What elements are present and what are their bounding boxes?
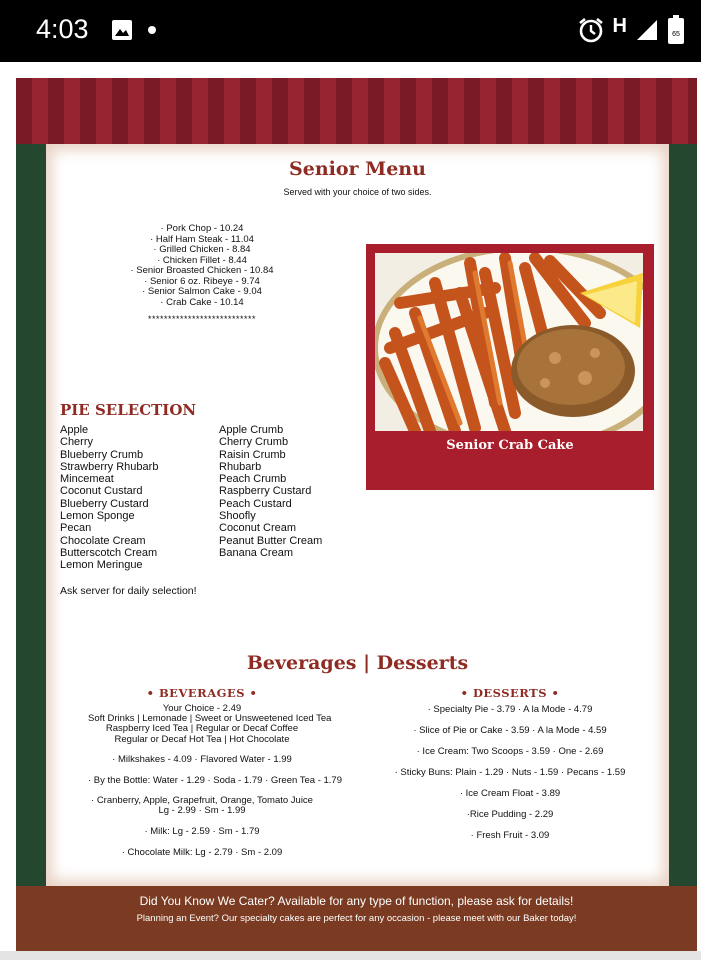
list-item: · Ice Cream Float - 3.89 bbox=[459, 788, 561, 799]
image-notification-icon bbox=[111, 19, 133, 41]
pie-selection-title: PIE SELECTION bbox=[60, 401, 197, 419]
list-item: Lg - 2.99 · Sm - 1.99 bbox=[158, 805, 246, 817]
list-item: · Specialty Pie - 3.79 · A la Mode - 4.79 bbox=[427, 704, 593, 715]
list-item: Chocolate Cream bbox=[60, 534, 146, 547]
footer-line-1: Did You Know We Cater? Available for any type of function, please ask for details! bbox=[139, 894, 574, 908]
bottom-edge bbox=[0, 951, 701, 960]
senior-menu-title: Senior Menu bbox=[289, 158, 426, 180]
list-item: Cherry Crumb bbox=[219, 436, 289, 449]
list-item: Pecan bbox=[60, 522, 92, 535]
list-item: · Fresh Fruit - 3.09 bbox=[470, 830, 550, 841]
list-item: · Milk: Lg - 2.59 · Sm - 1.79 bbox=[144, 826, 260, 838]
list-item: Raisin Crumb bbox=[219, 448, 286, 461]
list-item: Blueberry Custard bbox=[60, 497, 149, 510]
list-item: Peach Crumb bbox=[219, 473, 287, 486]
senior-menu-subtitle: Served with your choice of two sides. bbox=[283, 187, 432, 197]
awning-banner bbox=[16, 78, 697, 144]
right-green-border bbox=[669, 144, 697, 886]
list-item: Raspberry Custard bbox=[219, 485, 312, 498]
list-item: · Half Ham Steak - 11.04 bbox=[150, 233, 254, 245]
list-item: · Senior 6 oz. Ribeye - 9.74 bbox=[144, 275, 260, 287]
beverages-desserts-title: Beverages | Desserts bbox=[246, 652, 469, 674]
stars-divider: *************************** bbox=[147, 314, 257, 324]
list-item: Regular or Decaf Hot Tea | Hot Chocolate bbox=[114, 733, 290, 745]
list-item: Lemon Meringue bbox=[60, 559, 143, 572]
beverage-group bbox=[88, 796, 316, 816]
desserts-list bbox=[376, 704, 644, 841]
list-item: · Cranberry, Apple, Grapefruit, Orange, Tomato Juice bbox=[91, 794, 313, 806]
list-item: Banana Cream bbox=[219, 546, 293, 559]
list-item: · Grilled Chicken - 8.84 bbox=[153, 244, 251, 255]
status-time: 4:03 bbox=[36, 14, 89, 44]
pie-list-col1 bbox=[60, 424, 158, 572]
senior-menu-list bbox=[102, 224, 302, 308]
desserts-title: • DESSERTS • bbox=[460, 686, 560, 700]
beverages-title: • BEVERAGES • bbox=[146, 686, 258, 700]
photo-caption: Senior Crab Cake bbox=[446, 438, 574, 453]
pie-note: Ask server for daily selection! bbox=[60, 585, 197, 597]
pie-list-col2 bbox=[219, 424, 322, 559]
list-item: Lemon Sponge bbox=[60, 510, 135, 523]
footer-line-2: Planning an Event? Our specialty cakes are perfect for any occasion - please meet with our Baker today! bbox=[136, 913, 577, 924]
list-item: · Chicken Fillet - 8.44 bbox=[157, 254, 247, 266]
signal-icon bbox=[635, 18, 659, 42]
list-item: Strawberry Rhubarb bbox=[60, 460, 159, 473]
list-item: Peach Custard bbox=[219, 497, 292, 510]
battery-icon bbox=[667, 15, 685, 45]
list-item: Shoofly bbox=[219, 510, 256, 523]
list-item: Your Choice - 2.49 bbox=[162, 703, 242, 714]
list-item: · Senior Broasted Chicken - 10.84 bbox=[130, 265, 274, 276]
list-item: · Milkshakes - 4.09 · Flavored Water - 1.99 bbox=[112, 753, 292, 765]
list-item: Peanut Butter Cream bbox=[219, 534, 323, 547]
catering-footer bbox=[16, 886, 697, 954]
network-type-label: H bbox=[612, 14, 627, 37]
beverages-list bbox=[88, 703, 342, 859]
list-item: · By the Bottle: Water - 1.29 · Soda - 1.79 · Green Tea - 1.79 bbox=[88, 774, 342, 786]
status-bar bbox=[0, 0, 701, 62]
list-item: · Ice Cream: Two Scoops - 3.59 · One - 2.69 bbox=[416, 746, 604, 757]
list-item: · Slice of Pie or Cake - 3.59 · A la Mode - 4.59 bbox=[413, 725, 607, 736]
list-item: Rhubarb bbox=[219, 460, 262, 473]
alarm-icon bbox=[577, 16, 605, 44]
beverage-group bbox=[88, 703, 332, 745]
menu-image bbox=[16, 78, 697, 951]
list-item: Blueberry Crumb bbox=[60, 448, 144, 461]
battery-level: 65 bbox=[672, 31, 680, 38]
list-item: Apple Crumb bbox=[219, 424, 284, 436]
list-item: Raspberry Iced Tea | Regular or Decaf Coffee bbox=[105, 723, 299, 735]
list-item: Butterscotch Cream bbox=[60, 546, 158, 559]
list-item: · Senior Salmon Cake - 9.04 bbox=[142, 286, 262, 297]
list-item: ·Rice Pudding - 2.29 bbox=[466, 809, 554, 820]
list-item: Coconut Custard bbox=[60, 485, 143, 498]
list-item: Mincemeat bbox=[60, 473, 114, 486]
left-green-border bbox=[16, 144, 46, 886]
list-item: Coconut Cream bbox=[219, 522, 297, 535]
list-item: · Pork Chop - 10.24 bbox=[160, 223, 244, 234]
web-page bbox=[0, 62, 701, 960]
menu-paper bbox=[46, 144, 669, 886]
list-item: Soft Drinks | Lemonade | Sweet or Unsweetened Iced Tea bbox=[88, 713, 332, 725]
crab-cake-photo bbox=[375, 253, 643, 431]
list-item: Apple bbox=[60, 424, 89, 436]
list-item: · Chocolate Milk: Lg - 2.79 · Sm - 2.09 bbox=[121, 847, 283, 859]
featured-photo-box bbox=[366, 244, 654, 490]
list-item: · Sticky Buns: Plain - 1.29 · Nuts - 1.59 · Pecans - 1.59 bbox=[394, 767, 626, 778]
list-item: Cherry bbox=[60, 436, 94, 449]
notification-dot-icon bbox=[148, 26, 156, 34]
list-item: · Crab Cake - 10.14 bbox=[160, 296, 244, 308]
